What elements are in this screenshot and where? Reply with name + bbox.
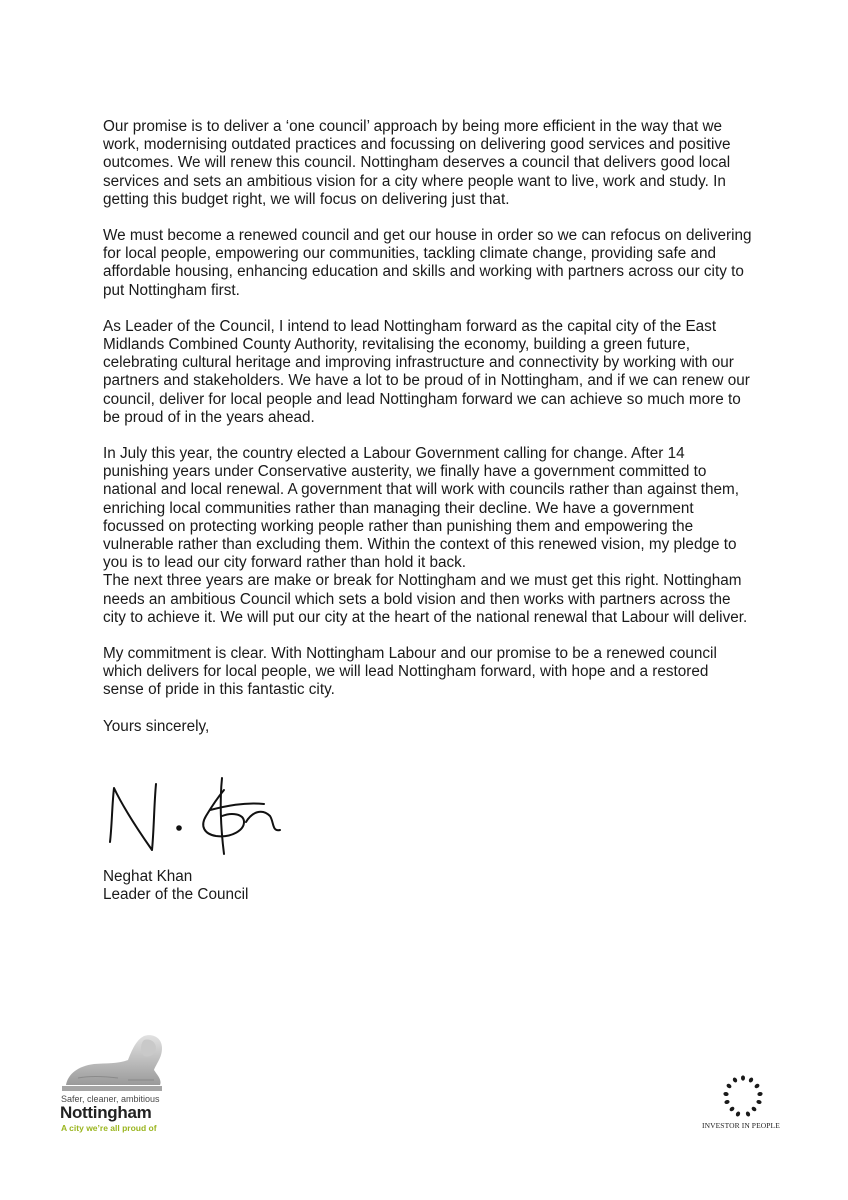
paragraph-next-three-years: The next three years are make or break for Nottingham and we must get this right. Nottingham needs an ambitious Council which sets a bold vision and then works with partners across the city to achieve it. We will put our city at the heart of the national renewal that Labour will deliver. bbox=[103, 572, 748, 626]
signatory-block bbox=[103, 868, 248, 904]
closing-salutation: Yours sincerely, bbox=[103, 717, 210, 735]
letter-body bbox=[103, 118, 753, 754]
laurel-wreath-icon bbox=[723, 1075, 763, 1119]
paragraph-labour-government: In July this year, the country elected a Labour Government calling for change. After 14 punishing years under Conservative austerity, we finally have a government committed to national and local renewal. A government that will work with councils rather than against them, enriching local communities rather than managing their decline. We have a government focussed on protecting working people rather than punishing them and empowering the vulnerable rather than excluding them. Within the context of this renewed vision, my pledge to you is to lead our city forward rather than hold it back. bbox=[103, 445, 740, 572]
logo-tagline: Safer, cleaner, ambitious bbox=[61, 1094, 160, 1104]
signature-image bbox=[104, 770, 289, 865]
lion-statue-icon bbox=[58, 1030, 166, 1092]
paragraph-leader-intent: As Leader of the Council, I intend to lead Nottingham forward as the capital city of the East Midlands Combined County Authority, revitalising the economy, building a green future, celebrating cultural heritage and improving infrastructure and connectivity by working with our partners and stakeholders. We have a lot to be proud of in Nottingham, and if we can renew our council, deliver for local people and lead Nottingham forward we can achieve so much more to be proud of in the years ahead. bbox=[103, 317, 750, 426]
signatory-name: Neghat Khan bbox=[103, 868, 193, 885]
logo-city-name: Nottingham bbox=[60, 1103, 152, 1122]
investor-in-people-text: INVESTOR IN PEOPLE bbox=[702, 1121, 780, 1130]
logo-slogan: A city we’re all proud of bbox=[61, 1123, 157, 1133]
paragraph-commitment: My commitment is clear. With Nottingham Labour and our promise to be a renewed council which delivers for local people, we will lead Nottingham forward, with hope and a restored sense of pride in this fantastic city. bbox=[103, 645, 717, 699]
paragraph-promise: Our promise is to deliver a ‘one council’ approach by being more efficient in the way that we work, modernising outdated practices and focussing on delivering good services and positive outcomes. We will renew this council. Nottingham deserves a council that delivers good local services and sets an ambitious vision for a city where people want to live, work and study. In getting this budget right, we will focus on delivering just that. bbox=[103, 118, 731, 208]
paragraph-renewed-council: We must become a renewed council and get our house in order so we can refocus on delivering for local people, empowering our communities, tackling climate change, providing safe and affordable housing, enhancing education and skills and working with partners across our city to put Nottingham first. bbox=[103, 227, 752, 299]
investor-in-people-logo bbox=[700, 1075, 790, 1135]
nottingham-city-council-logo bbox=[58, 1030, 173, 1135]
signatory-title: Leader of the Council bbox=[103, 886, 249, 904]
